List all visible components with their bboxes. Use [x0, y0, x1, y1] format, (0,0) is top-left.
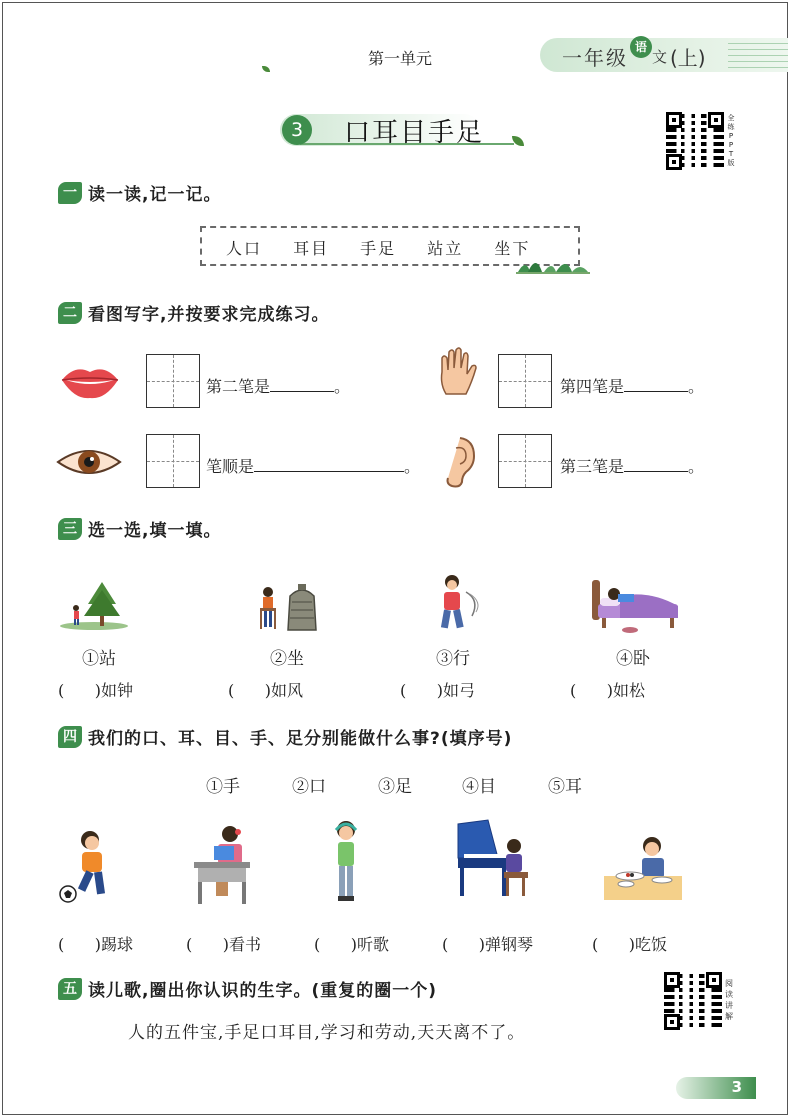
writing-grid[interactable] — [146, 434, 200, 488]
writing-grid[interactable] — [498, 354, 552, 408]
option-label: ④卧 — [616, 649, 650, 669]
fill-blank[interactable]: ( )如弓 — [400, 681, 476, 700]
grass-icon — [516, 252, 590, 274]
qr-code-icon[interactable] — [664, 972, 722, 1030]
subject-badge: 语 — [630, 36, 652, 58]
section-title: 我们的口、耳、目、手、足分别能做什么事?(填序号) — [88, 729, 513, 749]
reading-book-icon — [192, 822, 254, 906]
choice-label: ②口 — [292, 777, 326, 797]
eye-icon — [56, 444, 122, 480]
option-label: ③行 — [436, 649, 470, 669]
answer-blank[interactable] — [624, 378, 688, 392]
section-badge: 四 — [58, 726, 82, 748]
section-badge: 三 — [58, 518, 82, 540]
fill-blank[interactable]: ( )如松 — [570, 681, 646, 700]
fill-blank[interactable]: ( )吃饭 — [592, 935, 668, 954]
fill-blank[interactable]: ( )踢球 — [58, 935, 134, 954]
fill-blank[interactable]: ( )如风 — [228, 681, 304, 700]
unit-label: 第一单元 — [368, 49, 433, 68]
lesson-title: 口耳目手足 — [344, 118, 485, 148]
question-text: 第四笔是 。 — [560, 377, 705, 396]
writing-grid[interactable] — [498, 434, 552, 488]
section-badge: 一 — [58, 182, 82, 204]
fill-blank[interactable]: ( )听歌 — [314, 935, 390, 954]
answer-blank[interactable] — [254, 458, 404, 472]
bell-and-sitting-kid-icon — [256, 582, 320, 632]
nursery-rhyme: 人的五件宝,手足口耳目,学习和劳动,天天离不了。 — [128, 1023, 526, 1043]
eating-meal-icon — [602, 834, 684, 904]
sleeping-kid-icon — [590, 576, 682, 634]
mouth-icon — [60, 362, 120, 402]
tree-icon — [58, 578, 130, 630]
writing-grid[interactable] — [146, 354, 200, 408]
section-title: 读一读,记一记。 — [88, 185, 222, 205]
choice-label: ⑤耳 — [548, 777, 582, 797]
grade-label: 一年级 — [562, 46, 628, 70]
choice-label: ①手 — [206, 777, 240, 797]
fill-blank[interactable]: ( )如钟 — [58, 681, 134, 700]
walking-kid-icon — [430, 572, 484, 638]
section-title: 读儿歌,圈出你认识的生字。(重复的圈一个) — [88, 981, 437, 1001]
fill-blank[interactable]: ( )弹钢琴 — [442, 935, 534, 954]
word-list: 人口 耳目 手足 站立 坐下 — [226, 239, 531, 258]
section-title: 看图写字,并按要求完成练习。 — [88, 305, 330, 325]
banner-lines-decoration — [728, 40, 788, 68]
question-text: 第二笔是 。 — [206, 377, 351, 396]
listening-music-icon — [326, 818, 366, 904]
qr-code-icon[interactable] — [666, 112, 724, 170]
qr-caption: 全 练 P P T 版 — [727, 114, 735, 167]
choice-label: ④目 — [462, 777, 496, 797]
page-number: 3 — [731, 1078, 742, 1096]
qr-caption: 阅 读 讲 解 — [725, 979, 733, 1021]
option-label: ①站 — [82, 649, 116, 669]
ear-icon — [442, 436, 476, 488]
section-badge: 二 — [58, 302, 82, 324]
playing-piano-icon — [454, 818, 532, 902]
lesson-number: 3 — [282, 115, 312, 145]
question-text: 笔顺是 。 — [206, 457, 421, 476]
fill-blank[interactable]: ( )看书 — [186, 935, 262, 954]
section-badge: 五 — [58, 978, 82, 1000]
choice-label: ③足 — [378, 777, 412, 797]
subject-rest: 文 — [652, 48, 668, 66]
section-title: 选一选,填一填。 — [88, 521, 222, 541]
answer-blank[interactable] — [270, 378, 334, 392]
term-label: (上) — [670, 46, 706, 70]
hand-icon — [436, 346, 480, 396]
question-text: 第三笔是 。 — [560, 457, 705, 476]
kicking-ball-icon — [56, 826, 128, 904]
option-label: ②坐 — [270, 649, 304, 669]
answer-blank[interactable] — [624, 458, 688, 472]
page-number-tab — [676, 1077, 756, 1099]
